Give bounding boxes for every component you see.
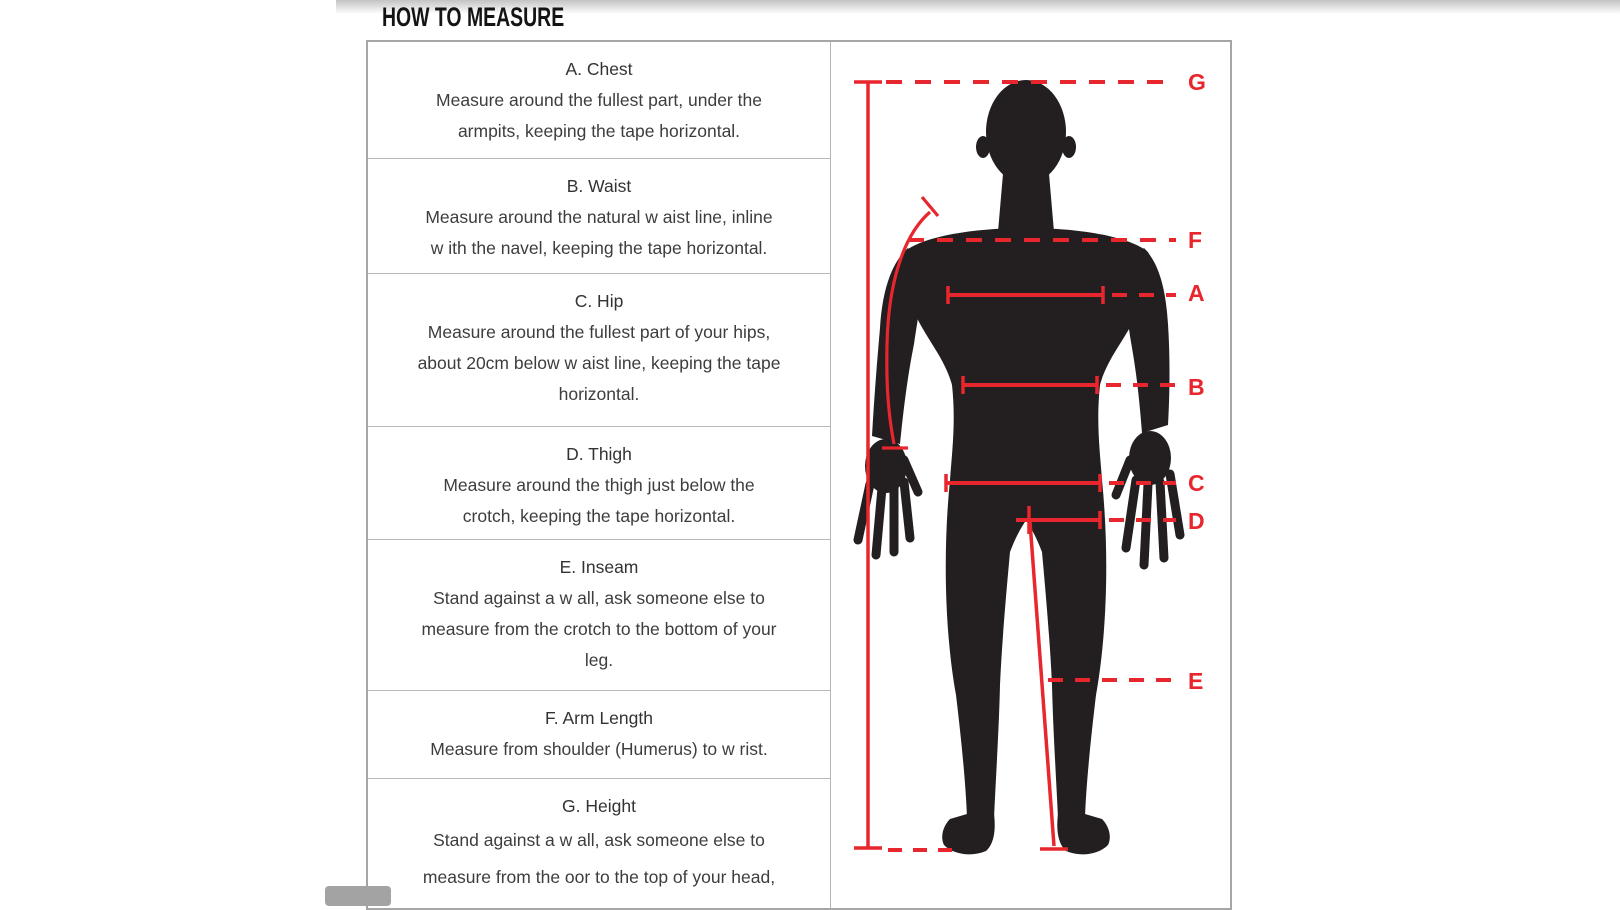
measure-row-inseam xyxy=(368,540,830,691)
row-text: measure from the crotch to the bottom of your xyxy=(421,619,777,639)
label-waist-b: B xyxy=(1188,374,1205,400)
torso xyxy=(901,228,1151,520)
row-text: Measure around the thigh just below the xyxy=(443,475,755,495)
label-hip-c: C xyxy=(1188,470,1205,496)
scrollbar-thumb[interactable] xyxy=(325,886,391,906)
left-arm xyxy=(872,248,925,444)
label-thigh-d: D xyxy=(1188,508,1205,534)
right-arm xyxy=(1122,248,1170,433)
row-heading-chest: A. Chest xyxy=(565,59,633,79)
left-leg xyxy=(946,480,1027,818)
row-text: w ith the navel, keeping the tape horizontal. xyxy=(430,238,768,258)
instructions-column xyxy=(368,42,831,908)
label-height-g: G xyxy=(1188,69,1206,95)
row-text: Measure around the natural w aist line, inline xyxy=(425,207,773,227)
measurement-labels xyxy=(1188,69,1206,694)
page-title: HOW TO MEASURE xyxy=(382,2,565,32)
row-text: Measure from shoulder (Humerus) to w rist. xyxy=(430,739,768,759)
row-heading-thigh: D. Thigh xyxy=(566,444,632,464)
label-arm-f: F xyxy=(1188,227,1203,253)
label-chest-a: A xyxy=(1188,280,1205,306)
label-inseam-e: E xyxy=(1188,668,1204,694)
row-heading-hip: C. Hip xyxy=(574,291,624,311)
row-text: horizontal. xyxy=(558,384,640,404)
row-text: Stand against a w all, ask someone else to xyxy=(433,830,765,850)
row-text: Stand against a w all, ask someone else to xyxy=(433,588,765,608)
row-text: about 20cm below w aist line, keeping the tape xyxy=(417,353,781,373)
row-text: measure from the oor to the top of your head, xyxy=(422,867,776,887)
measure-row-waist xyxy=(368,159,830,274)
row-text: Measure around the fullest part, under the xyxy=(436,90,762,110)
row-text: armpits, keeping the tape horizontal. xyxy=(457,121,741,141)
row-heading-waist: B. Waist xyxy=(566,176,632,196)
row-text: crotch, keeping the tape horizontal. xyxy=(462,506,736,526)
body-silhouette xyxy=(858,80,1180,854)
measure-row-hip xyxy=(368,274,830,427)
measure-row-thigh xyxy=(368,427,830,540)
row-heading-height: G. Height xyxy=(562,796,636,816)
row-heading-arm-length: F. Arm Length xyxy=(545,708,653,728)
row-heading-inseam: E. Inseam xyxy=(559,557,639,577)
right-leg xyxy=(1025,480,1106,818)
row-text: leg. xyxy=(584,650,614,670)
body-measurement-diagram xyxy=(830,40,1230,898)
row-text: Measure around the fullest part of your hips, xyxy=(427,322,771,342)
measure-row-arm-length xyxy=(368,691,830,779)
measure-row-height xyxy=(368,779,830,908)
measure-row-chest xyxy=(368,42,830,159)
